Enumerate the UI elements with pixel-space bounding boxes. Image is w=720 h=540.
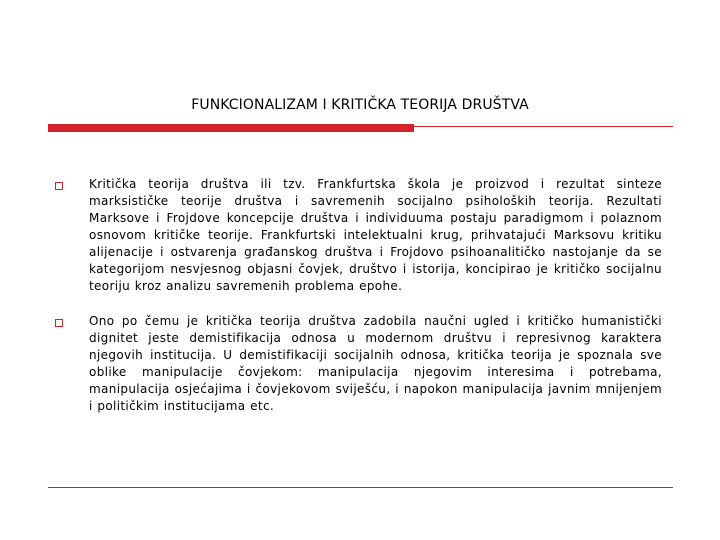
bullet-paragraph-1: Kritička teorija društva ili tzv. Frankfurtska škola je proizvod i rezultat sinteze marksističke teorije društva i savremenih socijalno psiholoških teorija. Rezultati Marksove i Frojdove koncepcije društva i individuuma postaju paradigmom i polaznom osnovom kritičke teorije. Frankfurtski intelektualni krug, prihvatajući Marksovu kritiku alijenacije i ostvarenja građanskog društva i Frojdovo psihoanalitičko nastojanje da se kategorijom nesvjesnog objasni čovjek, društvo i istorija, koncipirao je kritičko socijalnu teoriju kroz analizu savremenih problema epohe. xyxy=(89,177,662,293)
hollow-square-bullet-icon xyxy=(55,319,63,327)
slide-title: FUNKCIONALIZAM I KRITIČKA TEORIJA DRUŠTVA xyxy=(191,97,529,113)
bullet-paragraph-2: Ono po čemu je kritička teorija društva zadobila naučni ugled i kritičko humanistički dignitet jeste demistifikacija odnosa u modernom društvu i represivnog karaktera njegovih institucija. U demistifikaciji socijalnih odnosa, kritička teorija je spoznala sve oblike manipulacije čovjekom: manipulacija njegovim interesima i potrebama, manipulacija osjećajima i čovjekovom sviješću, i napokon manipulacija javnim mnijenjem i političkim institucijama etc. xyxy=(89,314,662,413)
footer-divider-line xyxy=(48,487,673,488)
hollow-square-bullet-icon xyxy=(55,182,63,190)
title-divider-line xyxy=(48,126,673,127)
